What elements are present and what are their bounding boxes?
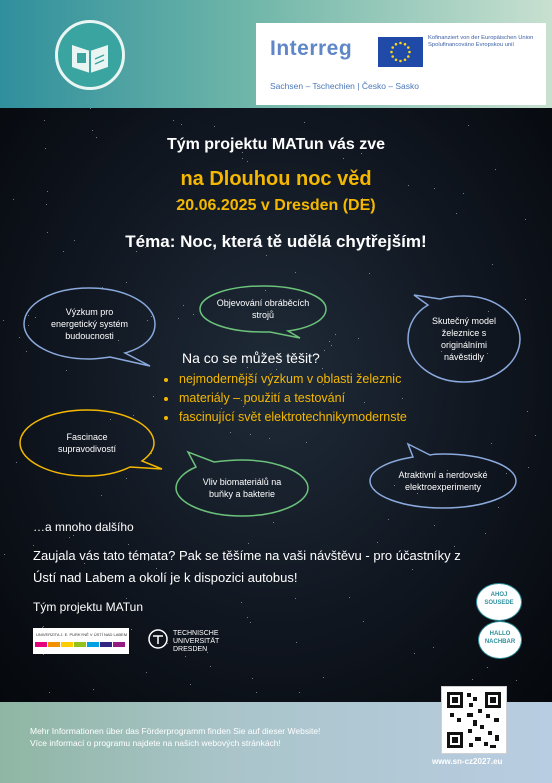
interreg-logo	[256, 23, 546, 105]
star	[492, 264, 493, 265]
star	[516, 680, 517, 681]
ujep-logo	[33, 628, 129, 654]
star	[463, 193, 464, 194]
star	[296, 642, 297, 643]
star	[434, 525, 435, 526]
star	[247, 161, 248, 162]
topic-bubble-text: Fascinace supravodivostí	[57, 432, 117, 454]
signature: Tým projektu MATun	[33, 600, 144, 614]
star	[153, 396, 154, 397]
star	[295, 598, 296, 599]
sticker-text: SOUSEDE	[484, 600, 514, 606]
star	[377, 542, 378, 543]
star	[43, 626, 44, 627]
star	[210, 666, 211, 667]
star	[335, 334, 336, 335]
star	[214, 126, 215, 127]
bullet-icon	[164, 397, 168, 401]
logo-stripe	[48, 642, 60, 647]
star	[47, 191, 48, 192]
star	[276, 369, 277, 370]
star	[369, 273, 370, 274]
website-link[interactable]: www.sn-cz2027.eu	[432, 757, 503, 766]
more-text: …a mnoho dalšího	[33, 520, 134, 534]
star	[230, 432, 231, 433]
ujep-logo-text: UNIVERZITA J. E. PURKYNĚ V ÚSTÍ NAD LABEM	[36, 632, 128, 637]
ahoj-sousede-sticker	[476, 583, 522, 663]
star	[84, 563, 85, 564]
topic-bubble-machines	[198, 284, 328, 334]
star	[183, 305, 184, 306]
tu-dresden-text-line: DRESDEN	[173, 646, 208, 653]
star	[329, 341, 330, 342]
star	[126, 598, 127, 599]
star	[243, 406, 244, 407]
star	[250, 434, 251, 435]
logo-stripe	[113, 642, 125, 647]
event-title: na Dlouhou noc věd	[180, 168, 372, 190]
night-sky-section	[0, 108, 552, 702]
eu-cofunding-text: Kofinanziert von der Europäischen Union Spolufinancováno Evropskou unií	[428, 35, 534, 48]
star	[485, 533, 486, 534]
star	[414, 653, 415, 654]
star	[178, 318, 179, 319]
star	[173, 120, 174, 121]
star	[33, 545, 34, 546]
star	[487, 667, 488, 668]
star	[241, 602, 242, 603]
header-banner	[0, 0, 552, 108]
star	[248, 543, 249, 544]
logo-stripe	[100, 642, 112, 647]
star	[193, 314, 194, 315]
list-item-text: fascinující svět elektrotechnikymodernste	[179, 410, 407, 424]
star	[269, 438, 270, 439]
star	[402, 398, 403, 399]
tu-dresden-emblem-icon	[147, 628, 169, 650]
star	[66, 370, 67, 371]
topic-bubble-text: Objevování obráběcích strojů	[216, 298, 310, 320]
sticker-text: HALLO	[489, 631, 511, 637]
star	[412, 569, 413, 570]
star	[535, 435, 536, 436]
star	[247, 367, 248, 368]
invite-text-line2: Ústí nad Labem a okolí je k dispozici autobus!	[33, 570, 298, 585]
logo-stripe	[61, 642, 73, 647]
star	[44, 120, 45, 121]
star	[250, 622, 251, 623]
star	[101, 495, 102, 496]
star	[454, 546, 455, 547]
star	[128, 544, 129, 545]
star	[525, 299, 526, 300]
invitation-line: Tým projektu MATun vás zve	[166, 136, 386, 153]
topic-bubble-text: Výzkum pro energetický systém budoucnosti	[50, 307, 129, 341]
star	[242, 158, 243, 159]
star	[299, 692, 300, 693]
star	[323, 677, 324, 678]
tu-dresden-text	[173, 630, 219, 654]
star	[364, 402, 365, 403]
star	[256, 692, 257, 693]
star	[73, 535, 74, 536]
star	[525, 219, 526, 220]
star	[185, 656, 186, 657]
list-item	[164, 410, 407, 424]
star	[388, 519, 389, 520]
star	[247, 617, 248, 618]
tu-dresden-logo	[147, 628, 220, 655]
star	[343, 158, 344, 159]
topic-bubble-railway	[406, 294, 522, 384]
star	[304, 122, 305, 123]
logo-stripe	[87, 642, 99, 647]
star	[306, 442, 307, 443]
star	[4, 554, 5, 555]
list-item-text: nejmodernější výzkum v oblasti železnic	[179, 372, 402, 386]
list-item-text: materiály – použití a testování	[179, 391, 346, 405]
star	[363, 621, 364, 622]
star	[19, 337, 20, 338]
star	[92, 130, 93, 131]
invite-text-line1: Zaujala vás tato témata? Pak se těšíme na vaši návštěvu - pro účastníky z	[33, 548, 461, 563]
topic-bubble-biomaterials	[174, 458, 310, 518]
topic-bubble-energy	[22, 286, 157, 362]
star	[93, 689, 94, 690]
star	[472, 679, 473, 680]
star	[295, 272, 296, 273]
star	[190, 684, 191, 685]
list-item	[164, 391, 345, 405]
event-date-place: 20.06.2025 v Dresden (DE)	[176, 197, 376, 214]
bullet-icon	[164, 416, 168, 420]
logo-stripe	[74, 642, 86, 647]
list-heading: Na co se můžeš těšit?	[182, 350, 320, 366]
eu-flag-icon	[378, 37, 423, 67]
star	[433, 647, 434, 648]
star	[349, 597, 350, 598]
list-item	[164, 372, 401, 386]
star	[3, 320, 4, 321]
logo-stripe	[35, 642, 47, 647]
star	[528, 467, 529, 468]
star	[43, 654, 44, 655]
footer-text-cz: Více informací o programu najdete na našich webových stránkách!	[30, 738, 281, 748]
tu-dresden-text-line: UNIVERSITÄT	[173, 638, 220, 645]
region-text: Sachsen – Tschechien | Česko – Sasko	[270, 81, 419, 91]
star	[90, 108, 91, 109]
star	[16, 462, 17, 463]
book-circle-icon	[55, 20, 125, 90]
event-theme: Téma: Noc, která tě udělá chytřejším!	[125, 232, 427, 251]
star	[266, 255, 267, 256]
topic-bubble-text: Skutečný model železnice s originálními návěstidly	[431, 316, 497, 362]
star	[527, 411, 528, 412]
star	[324, 350, 325, 351]
star	[491, 443, 492, 444]
star	[273, 522, 274, 523]
star	[252, 678, 253, 679]
star	[69, 537, 70, 538]
topic-bubble-text: Vliv biomateriálů na buňky a bakterie	[202, 477, 282, 499]
star	[126, 282, 127, 283]
topic-bubble-text: Atraktivní a nerdovské elektroexperimenty	[398, 470, 488, 492]
star	[131, 629, 132, 630]
star	[322, 368, 323, 369]
interreg-wordmark: Interreg	[270, 37, 353, 60]
sticker-text: AHOJ	[490, 592, 508, 598]
star	[181, 124, 182, 125]
star	[126, 478, 127, 479]
star	[221, 408, 222, 409]
footer-text-de: Mehr Informationen über das Förderprogramm finden Sie auf dieser Website!	[30, 726, 321, 736]
star	[468, 125, 469, 126]
topic-bubble-superconductivity	[18, 408, 156, 478]
qr-code-icon[interactable]	[441, 686, 507, 754]
star	[49, 692, 50, 693]
sticker-text: NACHBAR	[484, 639, 516, 645]
topic-bubble-experiments	[368, 452, 518, 510]
star	[156, 568, 157, 569]
star	[358, 338, 359, 339]
star	[146, 672, 147, 673]
tu-dresden-text-line: TECHNISCHE	[173, 630, 219, 637]
star	[331, 345, 332, 346]
bullet-icon	[164, 378, 168, 382]
